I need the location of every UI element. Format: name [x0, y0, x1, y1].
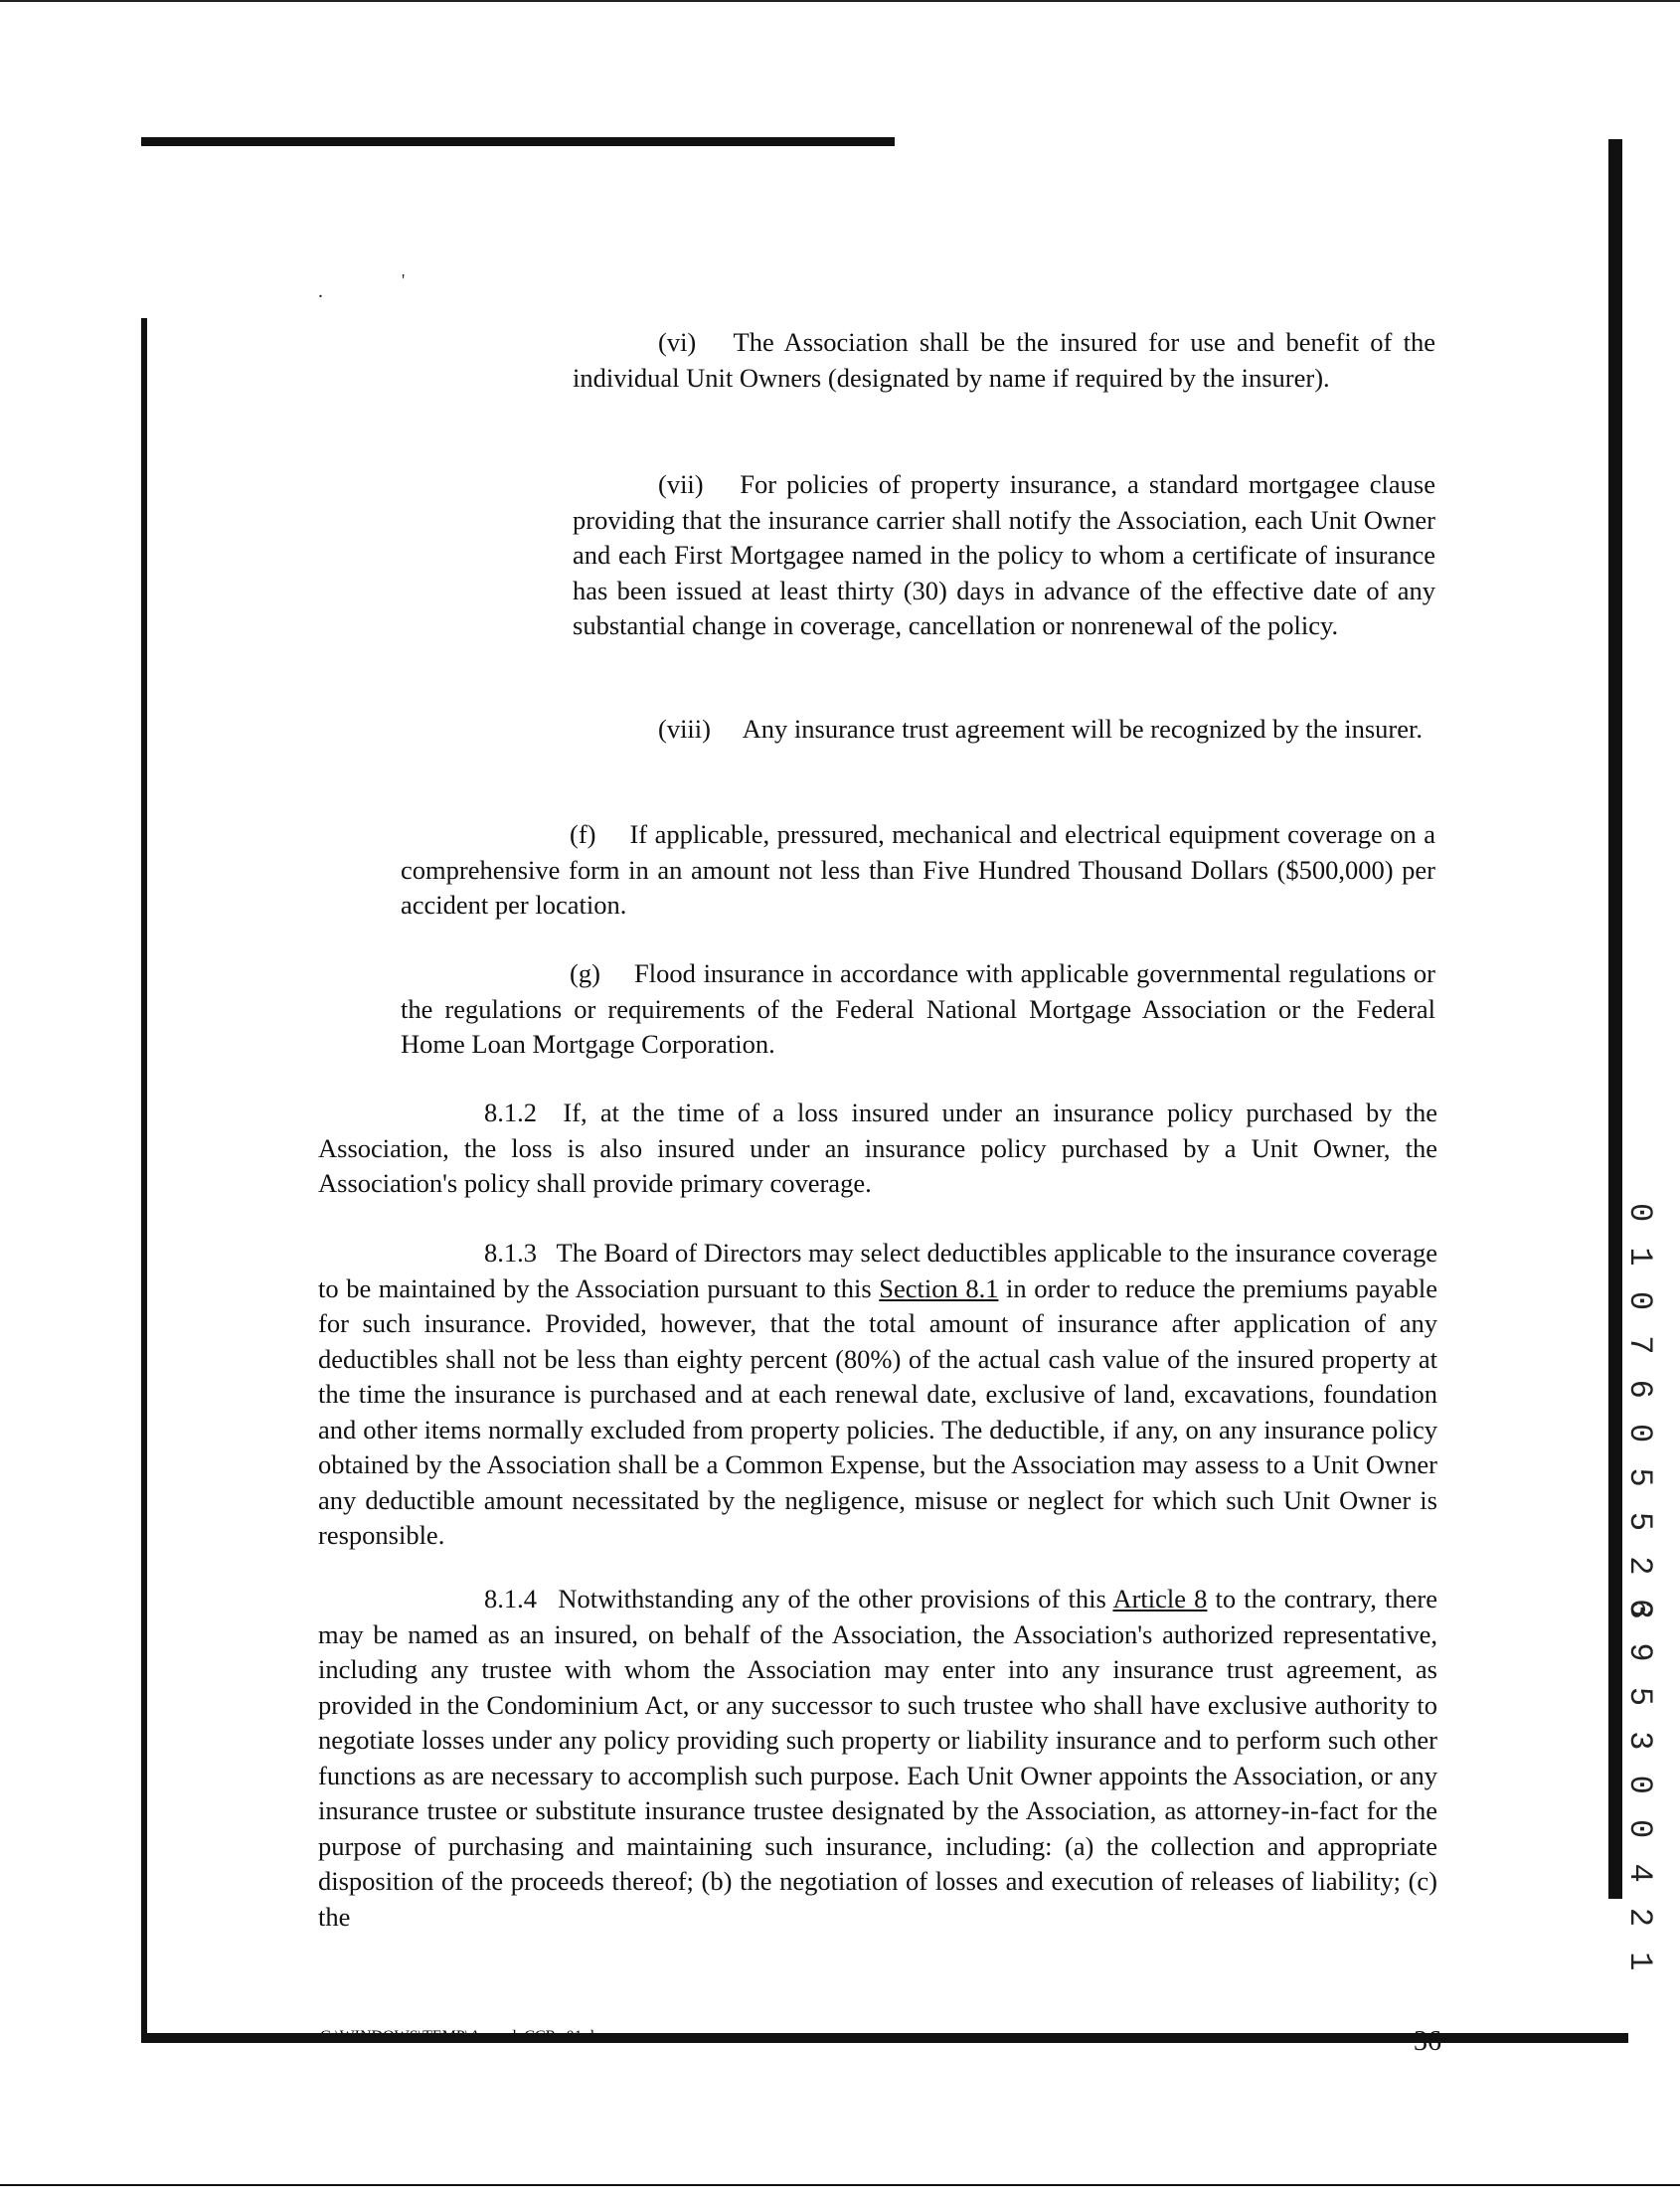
- paragraph-vii: (vii) For policies of property insurance, a standard mortgagee clause providing that the insurance carrier shall notify the Association, each Unit Owner and each First Mortgagee named in the policy to whom a certificate of insurance has been issued at least thirty (30) days in advance of the effective date of any substantial change in coverage, cancellation or nonrenewal of the policy.: [573, 469, 1435, 640]
- section-8-1-3-text-a: 8.1.3 The Board of Directors may select deductibles applicable to the insurance coverage to be maintained by the Association pursuant to this: [318, 1238, 1437, 1303]
- paragraph-viii: (viii) Any insurance trust agreement will be recognized by the insurer.: [658, 714, 1424, 744]
- recording-stamp-upper: 0 1 0 7 6 0 5 5 2 3: [1621, 1203, 1658, 1622]
- paragraph-f: (f) If applicable, pressured, mechanical and electrical equipment coverage on a comprehensive form in an amount not less than Five Hundred Thousand Dollars ($500,000) per accident per location.: [401, 819, 1435, 920]
- section-8-1-4: [318, 1582, 1437, 1935]
- top-rule: [141, 137, 895, 146]
- recording-stamp-lower: 6 9 5 3 0 0 4 2 1: [1621, 1599, 1658, 1974]
- scan-speck: ': [402, 270, 406, 290]
- section-8-1-2: 8.1.2 If, at the time of a loss insured under an insurance policy purchased by the Association, the loss is also insured under an insurance policy purchased by a Unit Owner, the Association's policy shall provide primary coverage.: [318, 1098, 1437, 1198]
- page-number: 36: [1414, 2026, 1441, 2057]
- paragraph-g: (g) Flood insurance in accordance with applicable governmental regulations or the regulations or requirements of the Federal National Mortgage Association or the Federal Home Loan Mortgage Corporation.: [401, 958, 1435, 1059]
- section-8-1-3-text-b: in order to reduce the premiums payable for such insurance. Provided, however, that the total amount of insurance after application of any deductibles shall not be less than eighty percent (80%) of the actual cash value of the insured property at the time the insurance is purchased and at each renewal date, exclusive of land, excavations, foundation and other items normally excluded from property policies. The deductible, if any, on any insurance policy obtained by the Association shall be a Common Expense, but the Association may assess to a Unit Owner any deductible amount necessitated by the negligence, misuse or neglect for which such Unit Owner is responsible.: [318, 1272, 1437, 1550]
- section-8-1-4-text-b: to the contrary, there may be named as an insured, on behalf of the Association, the Association's authorized representative, including any trustee with whom the Association may enter into any insurance trust agreement, as provided in the Condominium Act, or any successor to such trustee who shall have exclusive authority to negotiate losses under any policy providing such property or liability insurance and to perform such other functions as are necessary to accomplish such purpose. Each Unit Owner appoints the Association, or any insurance trustee or substitute insurance trustee designated by the Association, as attorney-in-fact for the purpose of purchasing and maintaining such insurance, including: (a) the collection and appropriate disposition of the proceeds thereof; (b) the negotiation of losses and execution of releases of liability; (c) the: [318, 1584, 1438, 1932]
- footer-file-path: C:\WINDOWS\TEMP\Amend. CCRs.01.doc: [320, 2028, 609, 2045]
- article-8-reference: Article 8: [1112, 1584, 1208, 1613]
- section-8-1-4-text-a: 8.1.4 Notwithstanding any of the other provisions of this: [484, 1584, 1113, 1613]
- section-8-1-3: [318, 1236, 1437, 1554]
- scan-top-edge: [0, 0, 1680, 2]
- scan-speck: .: [318, 280, 323, 302]
- left-margin-bar: [141, 318, 147, 2038]
- section-8-1-reference: Section 8.1: [879, 1272, 999, 1303]
- scan-bottom-edge: [0, 2184, 1680, 2186]
- right-margin-bar: [1608, 139, 1622, 1899]
- paragraph-vi: (vi) The Association shall be the insured for use and benefit of the individual Unit Owners (designated by name if required by the insurer).: [573, 327, 1435, 393]
